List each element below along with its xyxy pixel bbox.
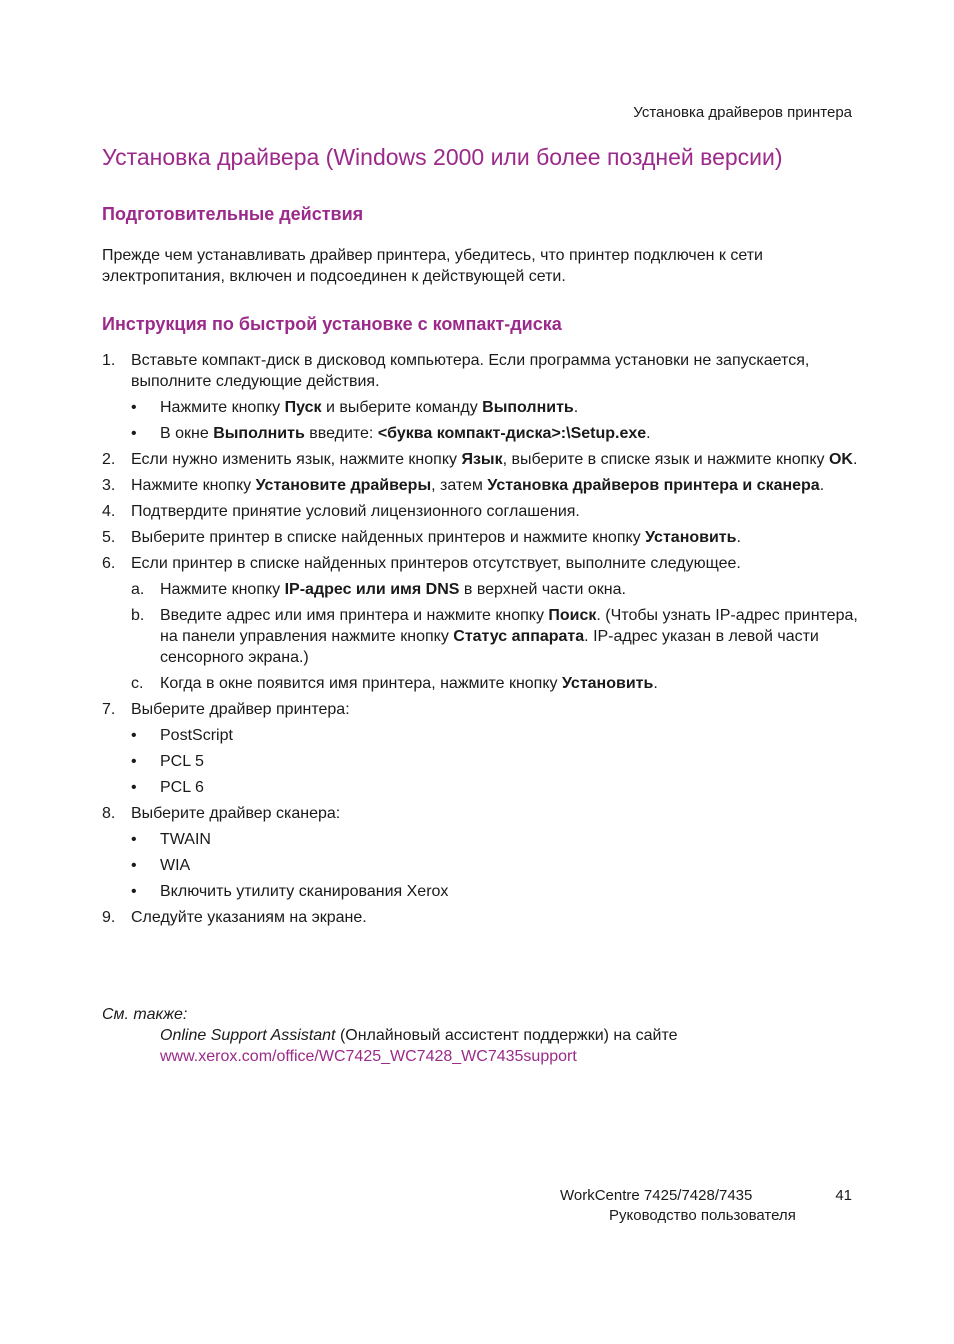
option-label: TWAIN bbox=[160, 831, 211, 848]
step-number: 2. bbox=[102, 451, 116, 468]
text-fragment: . bbox=[573, 399, 579, 416]
step-7 bbox=[102, 699, 862, 720]
text-fragment: . bbox=[736, 529, 741, 546]
text-fragment: Выберите принтер в списке найденных принтеров и нажмите кнопку bbox=[131, 529, 646, 546]
text-fragment: . IP-адрес указан в левой части сенсорного экрана.) bbox=[160, 628, 819, 666]
step-text: Вставьте компакт-диск в дисковод компьютера. Если программа установки не запускается, выполните следующие действия. bbox=[131, 352, 810, 390]
command-text: <буква компакт-диска>:\Setup.exe bbox=[377, 425, 647, 442]
bullet-mark: • bbox=[131, 753, 137, 770]
text-fragment: . bbox=[819, 477, 825, 494]
footer-guide: Руководство пользователя bbox=[609, 1207, 796, 1224]
scanner-driver-option bbox=[102, 829, 862, 850]
option-label: PostScript bbox=[160, 727, 233, 744]
bullet-mark: • bbox=[131, 857, 137, 874]
text-fragment: Нажмите кнопку bbox=[160, 399, 285, 416]
ui-term: Выполнить bbox=[482, 399, 574, 416]
step-6-substep-c bbox=[102, 673, 862, 694]
step-8 bbox=[102, 803, 862, 824]
bullet-mark: • bbox=[131, 425, 137, 442]
text-fragment: В окне bbox=[160, 425, 214, 442]
step-text: Следуйте указаниям на экране. bbox=[131, 909, 367, 926]
printer-driver-option bbox=[102, 751, 862, 772]
page-title: Установка драйвера (Windows 2000 или более поздней версии) bbox=[102, 144, 783, 170]
scanner-driver-option bbox=[102, 881, 862, 902]
text-fragment: . (Чтобы узнать IP-адрес принтера, на панели управления нажмите кнопку bbox=[160, 607, 858, 645]
step-1 bbox=[102, 350, 862, 392]
ui-term: Язык bbox=[461, 451, 503, 468]
bullet-mark: • bbox=[131, 883, 137, 900]
ui-term: Статус аппарата bbox=[453, 628, 585, 645]
footer-product: WorkCentre 7425/7428/7435 bbox=[560, 1187, 753, 1204]
step-6-substep-b bbox=[102, 605, 862, 668]
step-5 bbox=[102, 527, 862, 548]
step-2 bbox=[102, 449, 862, 470]
ui-term: OK bbox=[828, 451, 853, 468]
step-6 bbox=[102, 553, 862, 574]
text-fragment: . bbox=[653, 675, 658, 692]
text-fragment: . bbox=[646, 425, 651, 442]
ui-term: Установить bbox=[561, 675, 654, 692]
bullet-mark: • bbox=[131, 727, 137, 744]
support-link[interactable]: www.xerox.com/office/WC7425_WC7428_WC7435support bbox=[160, 1048, 577, 1065]
step-text: Выберите драйвер принтера: bbox=[131, 701, 350, 718]
ui-term: Установить bbox=[645, 529, 737, 546]
step-6-substep-a bbox=[102, 579, 862, 600]
step-number: 1. bbox=[102, 352, 116, 369]
step-number: 9. bbox=[102, 909, 116, 926]
bullet-mark: • bbox=[131, 831, 137, 848]
text-fragment: введите: bbox=[304, 425, 378, 442]
text-fragment: , затем bbox=[431, 477, 488, 494]
steps-list bbox=[102, 350, 862, 933]
text-fragment: , выберите в списке язык и нажмите кнопку bbox=[502, 451, 829, 468]
page-number: 41 bbox=[835, 1187, 852, 1204]
step-1-bullet-1 bbox=[102, 397, 862, 418]
substep-letter: b. bbox=[131, 607, 145, 624]
option-label: PCL 6 bbox=[160, 779, 204, 796]
step-number: 6. bbox=[102, 555, 116, 572]
step-1-bullet-2 bbox=[102, 423, 862, 444]
ui-term: Установите драйверы bbox=[255, 477, 432, 494]
option-label: WIA bbox=[160, 857, 191, 874]
printer-driver-option bbox=[102, 777, 862, 798]
see-also-text: (Онлайновый ассистент поддержки) на сайте bbox=[335, 1027, 678, 1044]
see-also-block bbox=[102, 1004, 802, 1067]
text-fragment: Введите адрес или имя принтера и нажмите кнопку bbox=[160, 607, 549, 624]
step-text: Подтвердите принятие условий лицензионного соглашения. bbox=[131, 503, 580, 520]
online-support-assistant-label: Online Support Assistant bbox=[160, 1027, 336, 1044]
step-number: 3. bbox=[102, 477, 116, 494]
step-number: 5. bbox=[102, 529, 116, 546]
option-label: Включить утилиту сканирования Xerox bbox=[160, 883, 449, 900]
text-fragment: . bbox=[852, 451, 858, 468]
bullet-mark: • bbox=[131, 779, 137, 796]
printer-driver-option bbox=[102, 725, 862, 746]
section-heading-quick-install: Инструкция по быстрой установке с компакт-диска bbox=[102, 314, 562, 334]
prep-paragraph: Прежде чем устанавливать драйвер принтера, убедитесь, что принтер подключен к сети электропитания, включен и подсоединен к действующей сети. bbox=[102, 247, 763, 285]
page-footer bbox=[560, 1186, 852, 1226]
ui-term: IP-адрес или имя DNS bbox=[284, 581, 460, 598]
text-fragment: Нажмите кнопку bbox=[160, 581, 285, 598]
text-fragment: и выберите команду bbox=[321, 399, 483, 416]
running-header: Установка драйверов принтера bbox=[633, 104, 852, 121]
step-text: Выберите драйвер сканера: bbox=[131, 805, 341, 822]
ui-term: Установка драйверов принтера и сканера bbox=[487, 477, 820, 494]
option-label: PCL 5 bbox=[160, 753, 204, 770]
step-4 bbox=[102, 501, 862, 522]
section-heading-prep: Подготовительные действия bbox=[102, 204, 364, 224]
ui-term: Выполнить bbox=[213, 425, 305, 442]
substep-letter: c. bbox=[131, 675, 144, 692]
see-also-label: См. также: bbox=[102, 1006, 188, 1023]
text-fragment: Нажмите кнопку bbox=[131, 477, 256, 494]
substep-letter: a. bbox=[131, 581, 145, 598]
ui-term: Пуск bbox=[284, 399, 322, 416]
step-number: 7. bbox=[102, 701, 116, 718]
step-9 bbox=[102, 907, 862, 928]
step-number: 8. bbox=[102, 805, 116, 822]
text-fragment: в верхней части окна. bbox=[459, 581, 626, 598]
ui-term: Поиск bbox=[548, 607, 597, 624]
step-number: 4. bbox=[102, 503, 116, 520]
step-3 bbox=[102, 475, 862, 496]
scanner-driver-option bbox=[102, 855, 862, 876]
step-text: Если принтер в списке найденных принтеров отсутствует, выполните следующее. bbox=[131, 555, 741, 572]
bullet-mark: • bbox=[131, 399, 137, 416]
text-fragment: Если нужно изменить язык, нажмите кнопку bbox=[131, 451, 462, 468]
text-fragment: Когда в окне появится имя принтера, нажмите кнопку bbox=[160, 675, 562, 692]
